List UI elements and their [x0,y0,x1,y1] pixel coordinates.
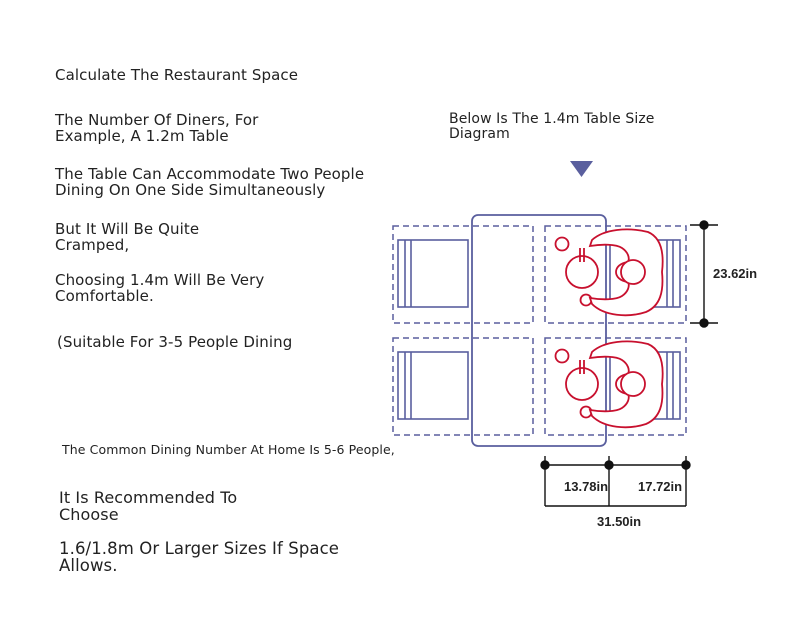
down-arrow-icon [570,161,593,177]
paragraph-suitable: (Suitable For 3-5 People Dining [57,333,293,351]
plate-icon [566,368,598,400]
chair-left-bottom [398,352,468,419]
cup-icon [556,350,569,363]
cup-icon [556,238,569,251]
diner-bottom [556,341,663,427]
width-label-a: 13.78in [564,479,609,494]
diagram-caption: Below Is The 1.4m Table Size Diagram [449,111,655,142]
height-label: 23.62in [713,266,758,281]
paragraph-larger-sizes: 1.6/1.8m Or Larger Sizes If Space Allows. [59,539,340,576]
paragraph-home-dining: The Common Dining Number At Home Is 5-6 People, [62,442,395,457]
width-label-b: 17.72in [638,479,683,494]
total-width-label: 31.50in [597,514,642,529]
plate-icon [566,256,598,288]
paragraph-two-people: The Table Can Accommodate Two People Dining On One Side Simultaneously [55,165,365,199]
chair-left-top [398,240,468,307]
paragraph-cramped: But It Will Be Quite Cramped, [55,220,200,254]
diner-top [556,229,663,315]
heading: Calculate The Restaurant Space [55,66,299,84]
paragraph-comfortable: Choosing 1.4m Will Be Very Comfortable. [55,271,265,305]
paragraph-table-size: The Number Of Diners, For Example, A 1.2m Table [55,111,259,145]
paragraph-recommend: It Is Recommended To Choose [59,488,238,524]
